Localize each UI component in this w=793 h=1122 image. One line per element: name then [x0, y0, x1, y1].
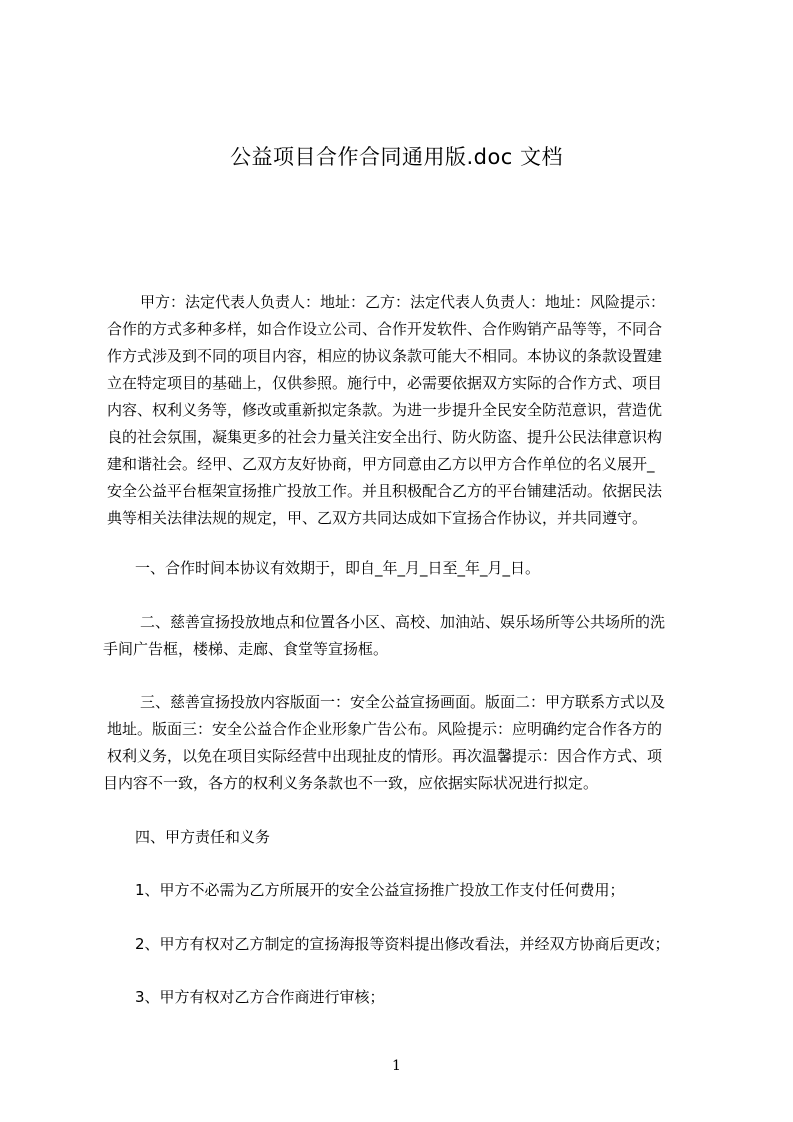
section-3-line: 目内容不一致，各方的权利义务条款也不一致，应依据实际状况进行拟定。: [103, 774, 599, 792]
section-3-line: 权利义务，以免在项目实际经营中出现扯皮的情形。再次温馨提示：因合作方式、项: [107, 747, 663, 765]
intro-line: 作方式涉及到不同的项目内容，相应的协议条款可能大不相同。本协议的条款设置建: [107, 347, 663, 365]
intro-line: 建和谐社会。经甲、乙双方友好协商，甲方同意由乙方以甲方合作单位的名义展开_: [107, 455, 655, 473]
section-4-heading: 四、甲方责任和义务: [135, 828, 271, 846]
page-number: 1: [392, 1058, 401, 1074]
section-2-line: 手间广告框，楼梯、走廊、食堂等宣扬框。: [103, 640, 389, 658]
intro-line: 典等相关法律法规的规定，甲、乙双方共同达成如下宣扬合作协议，并共同遵守。: [107, 509, 648, 527]
section-2-line: 二、慈善宣扬投放地点和位置各小区、高校、加油站、娱乐场所等公共场所的洗: [140, 613, 666, 631]
section-4-item-2: 2、甲方有权对乙方制定的宣扬海报等资料提出修改看法，并经双方协商后更改；: [135, 935, 670, 953]
intro-line: 安全公益平台框架宣扬推广投放工作。并且积极配合乙方的平台铺建活动。依据民法: [107, 482, 663, 500]
intro-line: 立在特定项目的基础上，仅供参照。施行中，必需要依据双方实际的合作方式、项目: [107, 374, 663, 392]
intro-line: 良的社会氛围，凝集更多的社会力量关注安全出行、防火防盗、提升公民法律意识构: [107, 428, 663, 446]
section-3-line: 地址。版面三：安全公益合作企业形象广告公布。风险提示：应明确约定合作各方的: [107, 720, 663, 738]
intro-line: 甲方：法定代表人负责人：地址：乙方：法定代表人负责人：地址：风险提示：: [140, 293, 666, 311]
document-title: 公益项目合作合同通用版.doc 文档: [229, 145, 564, 169]
intro-line: 合作的方式多种多样，如合作设立公司、合作开发软件、合作购销产品等等，不同合: [107, 320, 663, 338]
section-1-text: 一、合作时间本协议有效期于，即自_年_月_日至_年_月_日。: [135, 559, 541, 577]
section-4-item-1: 1、甲方不必需为乙方所展开的安全公益宣扬推广投放工作支付任何费用；: [135, 881, 625, 899]
section-3-line: 三、慈善宣扬投放内容版面一：安全公益宣扬画面。版面二：甲方联系方式以及: [140, 693, 666, 711]
section-4-item-3: 3、甲方有权对乙方合作商进行审核；: [135, 988, 385, 1006]
intro-line: 内容、权利义务等，修改或重新拟定条款。为进一步提升全民安全防范意识，营造优: [107, 401, 663, 419]
